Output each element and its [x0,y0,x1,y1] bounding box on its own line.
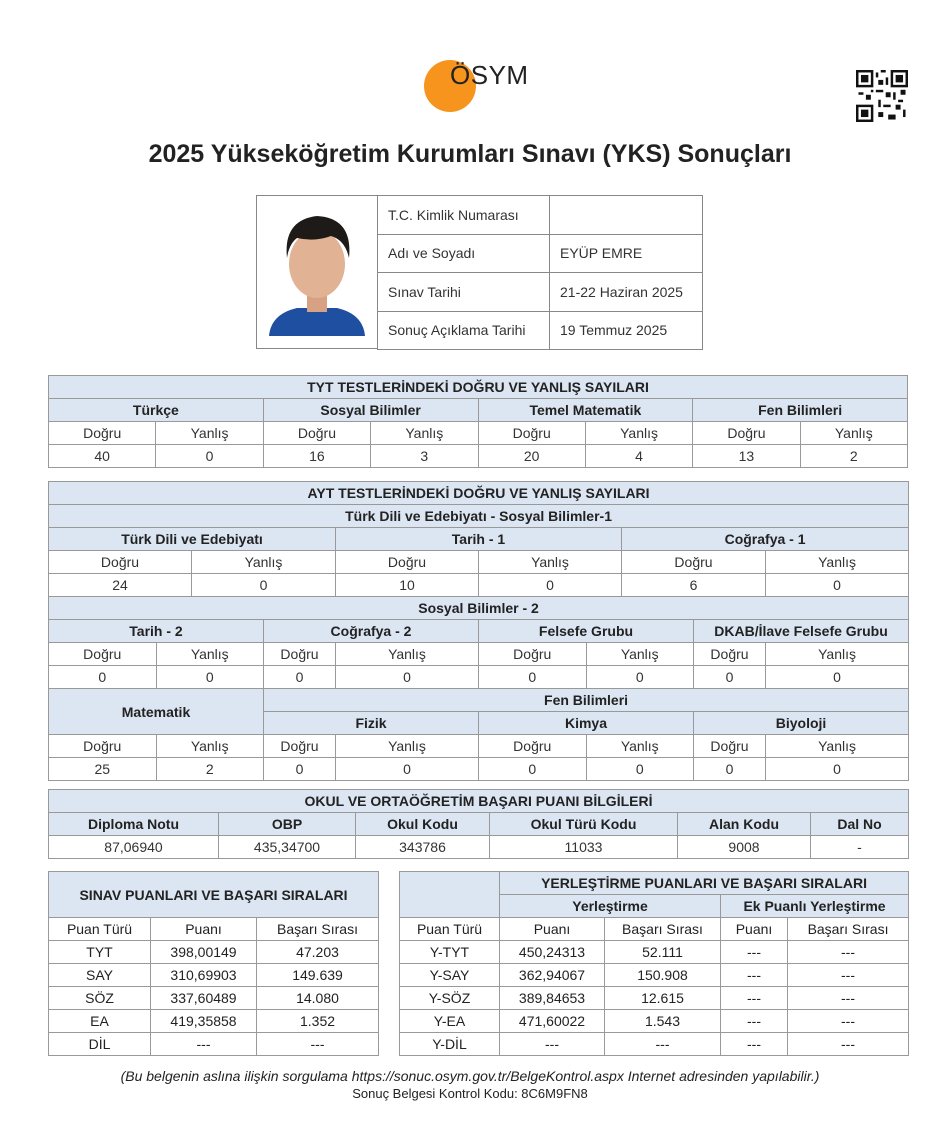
sinav-title: SINAV PUANLARI VE BAŞARI SIRALARI [49,872,379,918]
basari-sirasi: 14.080 [257,987,379,1010]
dogru-value: 0 [264,666,336,689]
okul-header: Dal No [811,813,909,836]
ayt-title: AYT TESTLERİNDEKİ DOĞRU VE YANLIŞ SAYILARI [49,482,909,505]
dogru-label: Doğru [479,735,587,758]
dogru-label: Doğru [263,422,370,445]
yanlis-label: Yanlış [586,643,694,666]
table-row [400,1033,909,1056]
candidate-info-table [377,195,703,350]
sinav-puanlari-table [48,871,379,1056]
okul-header: Okul Kodu [356,813,490,836]
yanlis-value: 2 [156,758,264,781]
okul-value: 9008 [678,836,811,859]
tyt-section-name: Temel Matematik [478,399,693,422]
yer-header: Puan Türü [400,918,500,941]
yanlis-value: 0 [766,666,909,689]
ek-basari-sirasi: --- [788,1033,909,1056]
ayt-group1-title: Türk Dili ve Edebiyatı - Sosyal Bilimler-1 [49,505,909,528]
basari-sirasi: 1.543 [605,1010,721,1033]
yerlestirme-table [399,871,909,1056]
table-row [49,964,379,987]
okul-value: 343786 [356,836,490,859]
ek-puan-value: --- [721,987,788,1010]
ayt-section-name: Tarih - 2 [49,620,264,643]
ek-basari-sirasi: --- [788,964,909,987]
yerlestirme-title: YERLEŞTİRME PUANLARI VE BAŞARI SIRALARI [500,872,909,895]
puan-turu: DİL [49,1033,151,1056]
puan-turu: Y-DİL [400,1033,500,1056]
yerlestirme-sub2: Ek Puanlı Yerleştirme [721,895,909,918]
dogru-value: 0 [264,758,336,781]
ayt-fen-title: Fen Bilimleri [264,689,909,712]
yanlis-value: 0 [586,666,694,689]
info-label: T.C. Kimlik Numarası [378,196,550,235]
dogru-label: Doğru [264,643,336,666]
okul-header: Diploma Notu [49,813,219,836]
basari-sirasi: 1.352 [257,1010,379,1033]
okul-header: Okul Türü Kodu [490,813,678,836]
ayt-section-name: Felsefe Grubu [479,620,694,643]
tyt-section-name: Türkçe [49,399,264,422]
basari-sirasi: --- [605,1033,721,1056]
dogru-label: Doğru [694,735,766,758]
ayt-section-name: Kimya [479,712,694,735]
table-row [400,964,909,987]
info-label: Sonuç Açıklama Tarihi [378,311,550,350]
dogru-label: Doğru [478,422,585,445]
yanlis-value: 0 [336,758,479,781]
sinav-header: Puanı [151,918,257,941]
ek-puan-value: --- [721,964,788,987]
tyt-section-name: Fen Bilimleri [693,399,908,422]
puan-turu: EA [49,1010,151,1033]
table-row [400,987,909,1010]
table-row [49,941,379,964]
dogru-value: 0 [479,758,587,781]
yanlis-value: 0 [766,574,909,597]
dogru-value: 0 [479,666,587,689]
yanlis-label: Yanlış [766,735,909,758]
puan-value: 471,60022 [500,1010,605,1033]
sinav-header: Başarı Sırası [257,918,379,941]
yanlis-value: 0 [586,758,694,781]
page-title: 2025 Yükseköğretim Kurumları Sınavı (YKS) Sonuçları [148,140,792,168]
yanlis-label: Yanlış [586,735,694,758]
okul-header: Alan Kodu [678,813,811,836]
info-row-exam-date [378,273,703,312]
dogru-label: Doğru [49,422,156,445]
yanlis-value: 2 [800,445,907,468]
osym-logo [424,58,554,118]
dogru-value: 6 [622,574,766,597]
puan-turu: SÖZ [49,987,151,1010]
puan-turu: Y-SÖZ [400,987,500,1010]
ek-basari-sirasi: --- [788,987,909,1010]
yerlestirme-sub1: Yerleştirme [500,895,721,918]
ayt-section-name: Coğrafya - 1 [622,528,909,551]
puan-value: 389,84653 [500,987,605,1010]
info-value: 19 Temmuz 2025 [550,311,703,350]
table-row [49,1033,379,1056]
basari-sirasi: 149.639 [257,964,379,987]
dogru-label: Doğru [49,551,192,574]
yanlis-label: Yanlış [156,643,264,666]
yanlis-label: Yanlış [156,735,264,758]
info-value [550,196,703,235]
yanlis-label: Yanlış [585,422,692,445]
tyt-table [48,375,908,468]
dogru-value: 0 [694,758,766,781]
dogru-value: 20 [478,445,585,468]
table-row [400,1010,909,1033]
dogru-value: 40 [49,445,156,468]
dogru-value: 0 [49,666,157,689]
yanlis-value: 0 [336,666,479,689]
table-row [49,987,379,1010]
ayt-section-name: Fizik [264,712,479,735]
ek-basari-sirasi: --- [788,941,909,964]
puan-value: --- [151,1033,257,1056]
table-row [49,1010,379,1033]
puan-value: 450,24313 [500,941,605,964]
puan-turu: TYT [49,941,151,964]
ayt-section-name: Türk Dili ve Edebiyatı [49,528,336,551]
tyt-section-name: Sosyal Bilimler [263,399,478,422]
yanlis-label: Yanlış [192,551,336,574]
info-row-result-date [378,311,703,350]
sinav-header: Puan Türü [49,918,151,941]
tyt-title: TYT TESTLERİNDEKİ DOĞRU VE YANLIŞ SAYILARI [49,376,908,399]
yanlis-value: 4 [585,445,692,468]
okul-title: OKUL VE ORTAÖĞRETİM BAŞARI PUANI BİLGİLERİ [49,790,909,813]
yanlis-value: 0 [156,666,264,689]
info-value: 21-22 Haziran 2025 [550,273,703,312]
dogru-label: Doğru [49,643,157,666]
puan-value: 419,35858 [151,1010,257,1033]
basari-sirasi: 150.908 [605,964,721,987]
puan-value: 337,60489 [151,987,257,1010]
basari-sirasi: 12.615 [605,987,721,1010]
ek-puan-value: --- [721,1010,788,1033]
ek-puan-value: --- [721,1033,788,1056]
ayt-matematik-name: Matematik [49,689,264,735]
dogru-label: Doğru [49,735,157,758]
ek-puan-value: --- [721,941,788,964]
puan-turu: Y-TYT [400,941,500,964]
ayt-group2-title: Sosyal Bilimler - 2 [49,597,909,620]
ek-basari-sirasi: --- [788,1010,909,1033]
yanlis-label: Yanlış [371,422,478,445]
basari-sirasi: --- [257,1033,379,1056]
puan-turu: SAY [49,964,151,987]
dogru-label: Doğru [479,643,587,666]
person-photo-icon [257,196,377,348]
puan-turu: Y-SAY [400,964,500,987]
ayt-section-name: DKAB/İlave Felsefe Grubu [694,620,909,643]
okul-value: - [811,836,909,859]
dogru-value: 25 [49,758,157,781]
okul-value: 435,34700 [219,836,356,859]
okul-table [48,789,909,859]
yanlis-label: Yanlış [766,551,909,574]
yanlis-value: 0 [192,574,336,597]
yanlis-value: 3 [371,445,478,468]
dogru-label: Doğru [336,551,479,574]
dogru-label: Doğru [264,735,336,758]
yanlis-label: Yanlış [156,422,263,445]
yer-header: Puanı [721,918,788,941]
candidate-photo [256,195,378,349]
yer-header: Başarı Sırası [605,918,721,941]
basari-sirasi: 52.111 [605,941,721,964]
info-value: EYÜP EMRE [550,234,703,273]
ayt-section-name: Biyoloji [694,712,909,735]
yanlis-label: Yanlış [336,735,479,758]
yanlis-label: Yanlış [800,422,907,445]
yerlestirme-corner [400,872,500,918]
verification-note: (Bu belgenin aslına ilişkin sorgulama https://sonuc.osym.gov.tr/BelgeKontrol.aspx Internet adresinden yapılabilir.) [120,1068,820,1084]
puan-turu: Y-EA [400,1010,500,1033]
okul-value: 87,06940 [49,836,219,859]
ayt-table [48,481,909,781]
yer-header: Puanı [500,918,605,941]
dogru-label: Doğru [694,643,766,666]
puan-value: 310,69903 [151,964,257,987]
info-label: Adı ve Soyadı [378,234,550,273]
table-row [400,941,909,964]
dogru-value: 10 [336,574,479,597]
info-row-tc [378,196,703,235]
dogru-value: 13 [693,445,800,468]
osym-logo-text: ÖSYM [450,60,529,90]
dogru-label: Doğru [693,422,800,445]
okul-value: 11033 [490,836,678,859]
yanlis-label: Yanlış [479,551,622,574]
control-code: Sonuç Belgesi Kontrol Kodu: 8C6M9FN8 [352,1086,588,1101]
yanlis-label: Yanlış [766,643,909,666]
yanlis-value: 0 [479,574,622,597]
ayt-section-name: Coğrafya - 2 [264,620,479,643]
dogru-value: 24 [49,574,192,597]
puan-value: 398,00149 [151,941,257,964]
dogru-label: Doğru [622,551,766,574]
puan-value: --- [500,1033,605,1056]
yer-header: Başarı Sırası [788,918,909,941]
info-row-name [378,234,703,273]
qr-code [856,70,908,122]
dogru-value: 0 [694,666,766,689]
basari-sirasi: 47.203 [257,941,379,964]
dogru-value: 16 [263,445,370,468]
puan-value: 362,94067 [500,964,605,987]
yanlis-value: 0 [156,445,263,468]
info-label: Sınav Tarihi [378,273,550,312]
ayt-section-name: Tarih - 1 [336,528,622,551]
yanlis-label: Yanlış [336,643,479,666]
yanlis-value: 0 [766,758,909,781]
okul-header: OBP [219,813,356,836]
